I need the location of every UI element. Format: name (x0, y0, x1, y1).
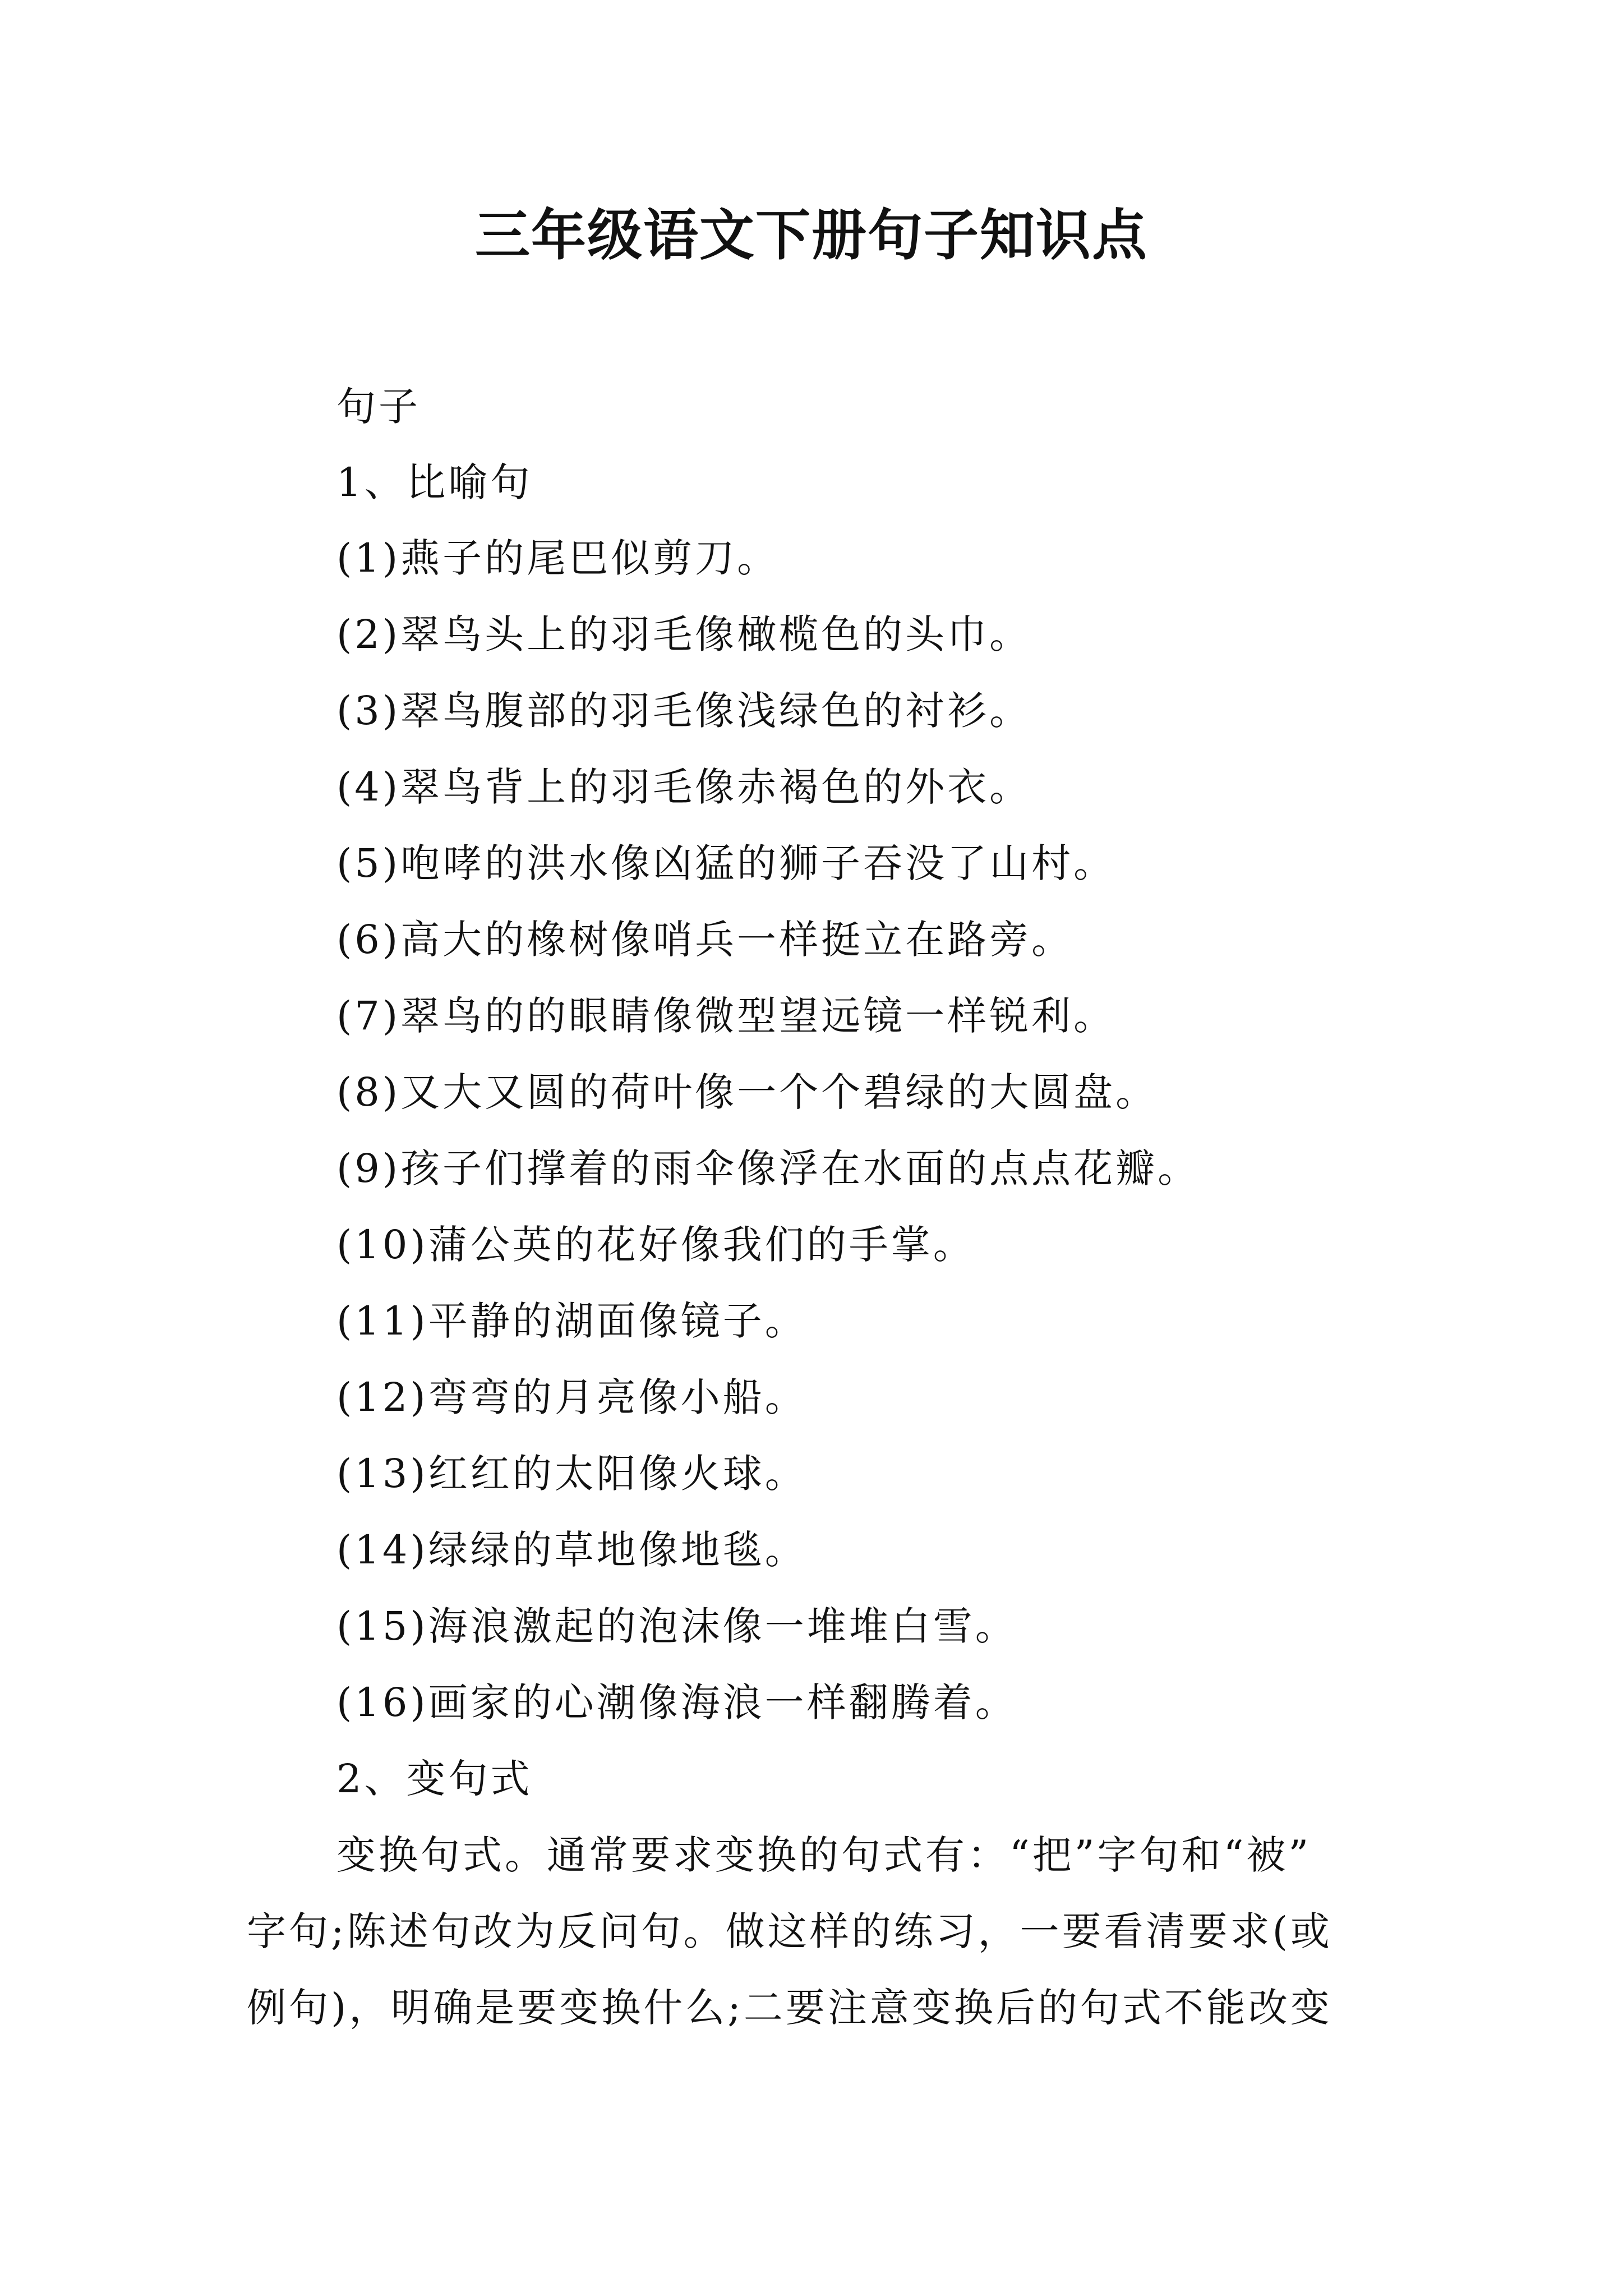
list-item: (7)翠鸟的的眼睛像微型望远镜一样锐利。 (336, 993, 1116, 1039)
paragraph-line: 字句;陈述句改为反问句。做这样的练习，一要看清要求(或 (247, 1908, 1332, 1954)
subsection-heading-metaphor: 1、比喻句 (336, 459, 533, 505)
list-item: (12)弯弯的月亮像小船。 (336, 1374, 807, 1420)
document-title: 三年级语文下册句子知识点 (474, 203, 1148, 268)
paragraph-line: 例句)，明确是要变换什么;二要注意变换后的句式不能改变 (247, 1985, 1332, 2031)
subsection-heading-sentence-transform: 2、变句式 (336, 1756, 533, 1802)
list-item: (4)翠鸟背上的羽毛像赤褐色的外衣。 (336, 764, 1032, 810)
list-item: (1)燕子的尾巴似剪刀。 (336, 535, 780, 581)
list-item: (13)红红的太阳像火球。 (336, 1451, 807, 1497)
list-item: (8)又大又圆的荷叶像一个个碧绿的大圆盘。 (336, 1069, 1158, 1115)
list-item: (9)孩子们撑着的雨伞像浮在水面的点点花瓣。 (336, 1145, 1200, 1191)
list-item: (3)翠鸟腹部的羽毛像浅绿色的衬衫。 (336, 688, 1032, 734)
list-item: (2)翠鸟头上的羽毛像橄榄色的头巾。 (336, 611, 1032, 657)
list-item: (11)平静的湖面像镜子。 (336, 1298, 807, 1344)
list-item: (14)绿绿的草地像地毯。 (336, 1527, 807, 1573)
paragraph-line: 变换句式。通常要求变换的句式有：“把”字句和“被” (336, 1832, 1312, 1878)
list-item: (5)咆哮的洪水像凶猛的狮子吞没了山村。 (336, 840, 1116, 886)
list-item: (15)海浪激起的泡沫像一堆堆白雪。 (336, 1603, 1017, 1649)
list-item: (6)高大的橡树像哨兵一样挺立在路旁。 (336, 917, 1074, 963)
list-item: (10)蒲公英的花好像我们的手掌。 (336, 1222, 975, 1268)
section-heading: 句子 (336, 384, 421, 430)
list-item: (16)画家的心潮像海浪一样翻腾着。 (336, 1680, 1017, 1726)
